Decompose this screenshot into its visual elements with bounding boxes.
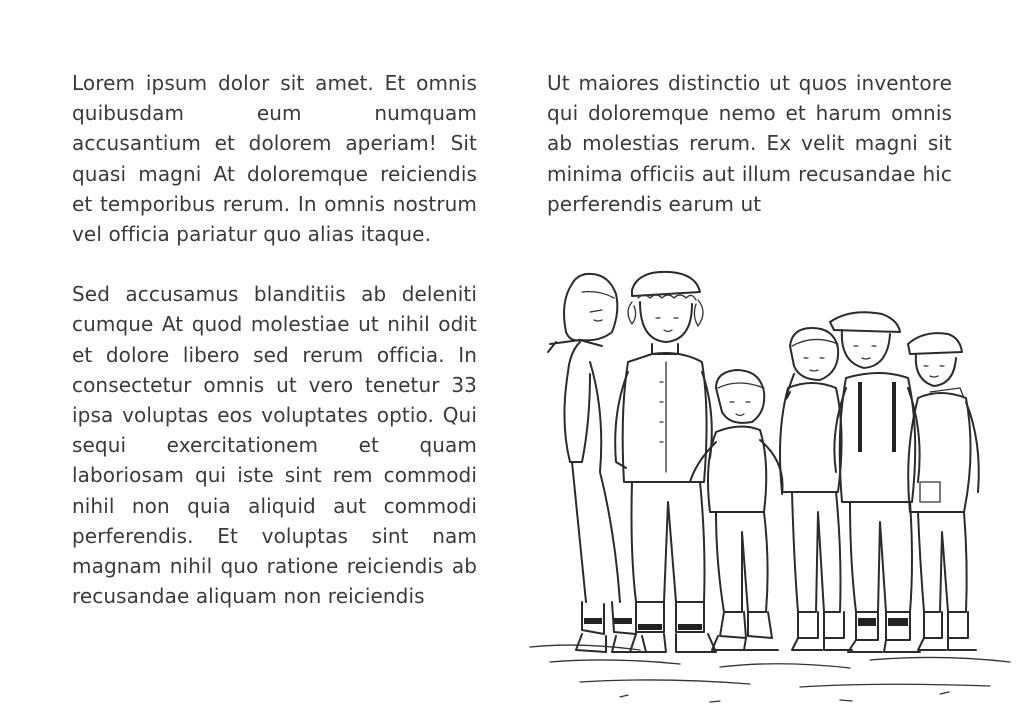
- kid-1-figure: [548, 274, 646, 652]
- kid-2-figure: [615, 272, 716, 652]
- right-paragraph-1: Ut maiores distinctio ut quos inventore qui doloremque nemo et harum omnis ab molestias rerum. Ex velit magni sit minima officiis aut illum recusandae hic perferendis earum ut: [547, 71, 952, 216]
- kid-5-figure: [830, 312, 920, 652]
- kid-6-figure: [908, 333, 979, 650]
- left-paragraph-2: Sed accusamus blanditiis ab deleniti cumque At quod molestiae ut nihil odit et dolore libero sed rerum officia. In consectetur omnis ut vero tenetur 33 ipsa voluptas eos voluptates optio. Qui sequi exercitationem et quam laboriosam qui iste sint rem commodi nihil non quia aliquid aut commodi perferendis. Et voluptas sint nam magnam nihil quo ratione reiciendis ab recusandae aliquam non reiciendis: [72, 282, 477, 609]
- left-text-column: [72, 68, 477, 611]
- right-text-column: [547, 68, 952, 219]
- group-of-children-sketch-icon: [520, 262, 1020, 717]
- left-paragraph-1: Lorem ipsum dolor sit amet. Et omnis quibusdam eum numquam accusantium et dolorem aperiam! Sit quasi magni At doloremque reiciendis et temporibus rerum. In omnis nostrum vel officia pariatur quo alias itaque.: [72, 71, 477, 247]
